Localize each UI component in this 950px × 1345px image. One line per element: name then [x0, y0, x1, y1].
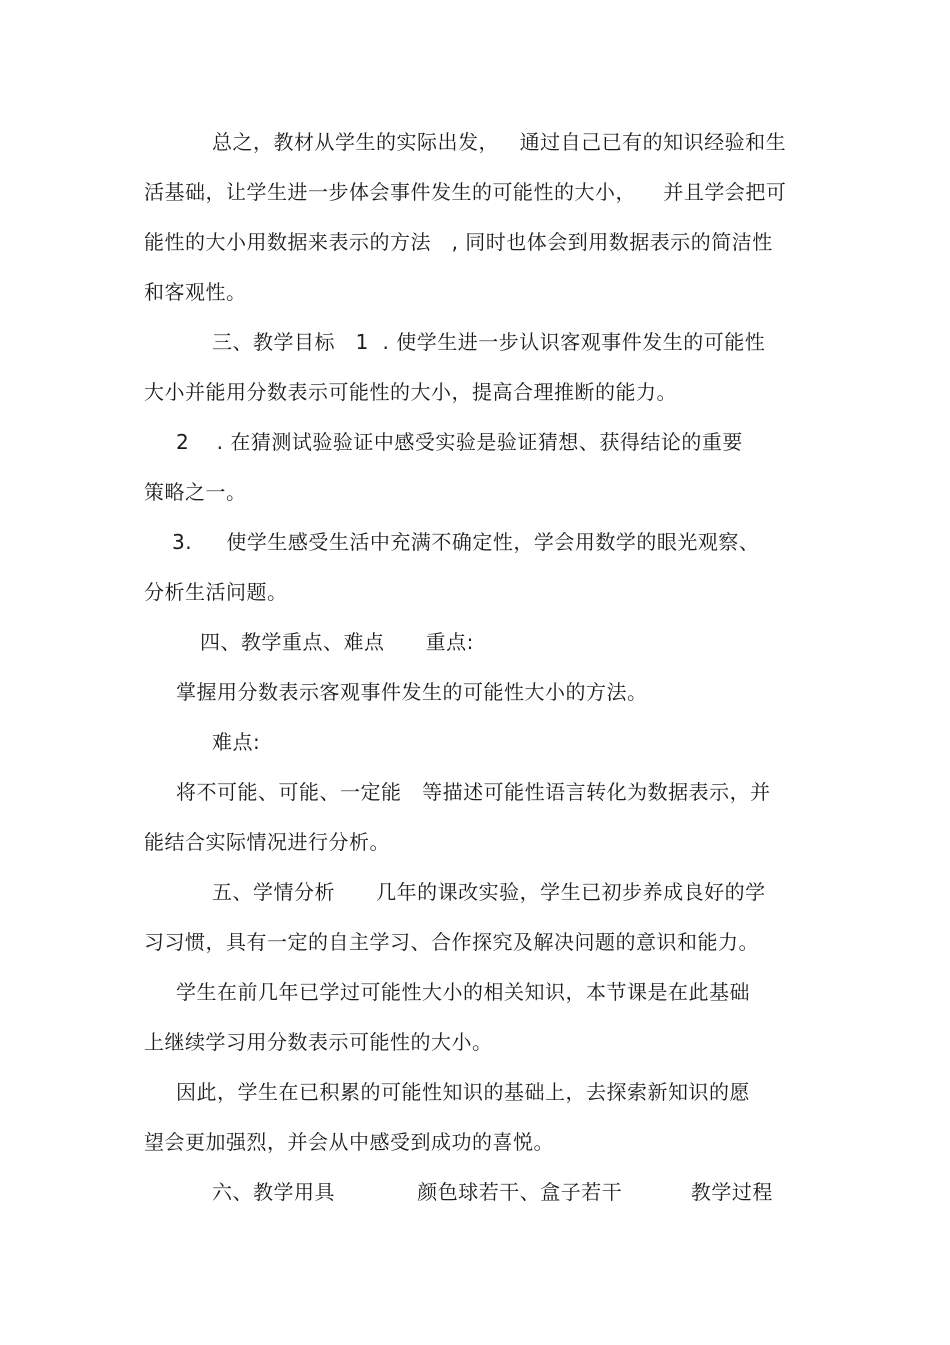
list-item-line: 2 . 在猜测试验验证中感受实验是验证猜想、获得结论的重要 — [176, 430, 743, 454]
paragraph-line: 活基础，让学生进一步体会事件发生的可能性的大小， 并且学会把可 — [144, 180, 787, 204]
paragraph-line: 能性的大小用数据来表示的方法 , 同时也体会到用数据表示的简洁性 — [144, 230, 773, 254]
paragraph-line: 大小并能用分数表示可能性的大小，提高合理推断的能力。 — [144, 380, 677, 404]
paragraph-line: 学生在前几年已学过可能性大小的相关知识，本节课是在此基础 — [176, 980, 750, 1004]
section-heading-line: 六、教学用具 颜色球若干、盒子若干 教学过程 — [212, 1180, 773, 1204]
paragraph-line: 将不可能、可能、一定能 等描述可能性语言转化为数据表示，并 — [176, 780, 771, 804]
section-heading-line: 五、学情分析 几年的课改实验，学生已初步养成良好的学 — [212, 880, 766, 904]
paragraph-line: 能结合实际情况进行分析。 — [144, 830, 390, 854]
paragraph-line: 因此，学生在已积累的可能性知识的基础上，去探索新知识的愿 — [176, 1080, 750, 1104]
list-item-line: 3. 使学生感受生活中充满不确定性，学会用数学的眼光观察、 — [172, 530, 760, 554]
section-heading-line: 四、教学重点、难点 重点: — [200, 630, 474, 654]
section-heading-line: 三、教学目标 1 . 使学生进一步认识客观事件发生的可能性 — [212, 330, 766, 354]
paragraph-line: 和客观性。 — [144, 280, 247, 304]
paragraph-line: 分析生活问题。 — [144, 580, 288, 604]
paragraph-line: 上继续学习用分数表示可能性的大小。 — [144, 1030, 493, 1054]
paragraph-line: 掌握用分数表示客观事件发生的可能性大小的方法。 — [176, 680, 648, 704]
paragraph-line: 习习惯，具有一定的自主学习、合作探究及解决问题的意识和能力。 — [144, 930, 759, 954]
subheading-line: 难点: — [212, 730, 261, 754]
paragraph-line: 策略之一。 — [144, 480, 247, 504]
paragraph-line: 总之，教材从学生的实际出发， 通过自己已有的知识经验和生 — [212, 130, 787, 154]
paragraph-line: 望会更加强烈，并会从中感受到成功的喜悦。 — [144, 1130, 554, 1154]
